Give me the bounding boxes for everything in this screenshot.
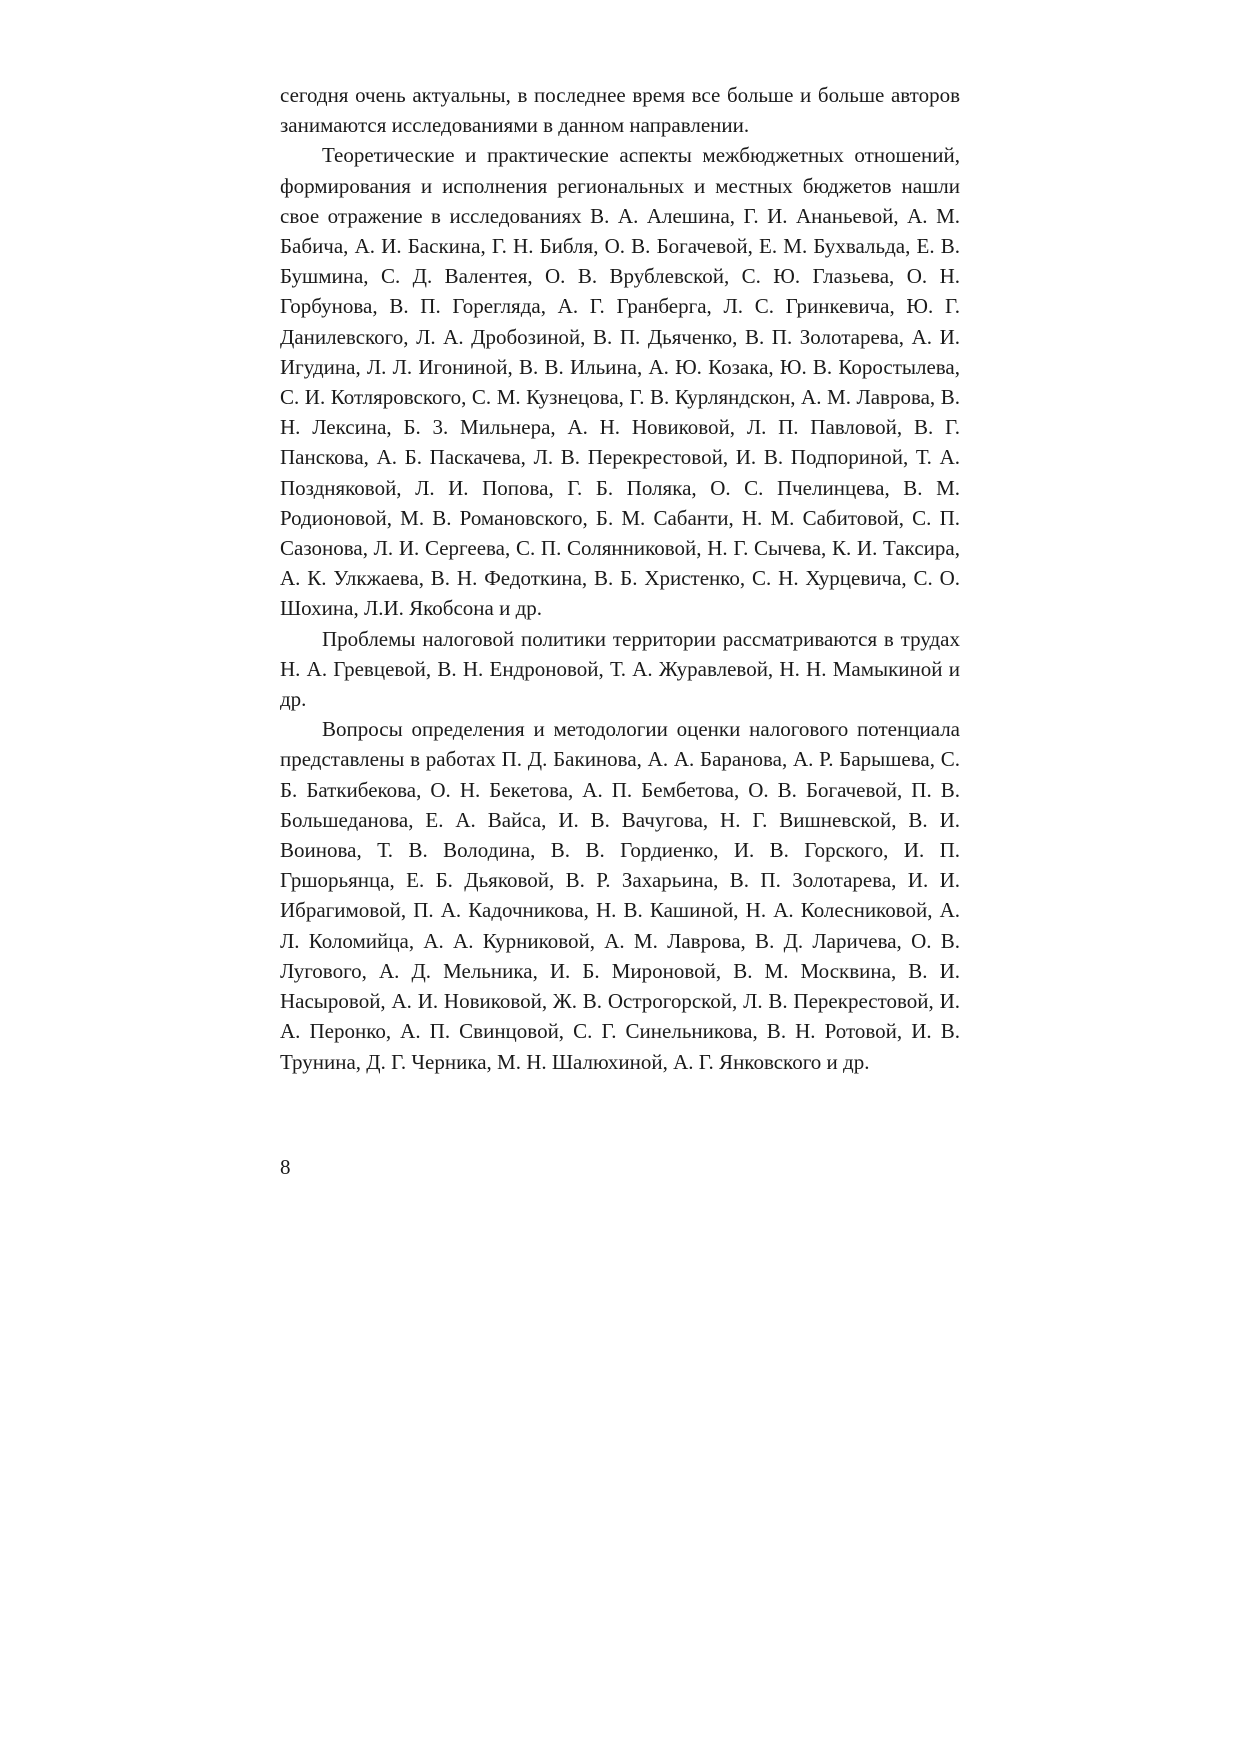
page-number: 8 bbox=[280, 1155, 291, 1179]
paragraph-continuation: сегодня очень актуальны, в последнее время все больше и больше авторов занимаются исследованиями в данном направлении. bbox=[280, 83, 960, 138]
paragraph-tax-potential: Вопросы определения и методологии оценки налогового потенциала представлены в работах П. Д. Бакинова, А. А. Баранова, А. Р. Барышева, С. Б. Баткибекова, О. Н. Бекетова, А. П. Бембетова, О. В. Богачевой, П. В. Большеданова, Е. А. Вайса, И. В. Вачугова, Н. Г. Вишневской, В. И. Воинова, Т. В. Володина, В. В. Гордиенко, И. В. Горского, И. П. Гршорьянца, Е. Б. Дьяковой, В. Р. Захарьина, В. П. Золотарева, И. И. Ибрагимовой, П. А. Кадочникова, Н. В. Кашиной, Н. А. Колесниковой, А. Л. Коломийца, А. А. Курниковой, А. М. Лаврова, В. Д. Ларичева, О. В. Лугового, А. Д. Мельника, И. Б. Мироновой, В. М. Москвина, В. И. Насыровой, А. И. Новиковой, Ж. В. Острогорской, Л. В. Перекрестовой, И. А. Перонко, А. П. Свинцовой, С. Г. Синельникова, В. Н. Ротовой, И. В. Трунина, Д. Г. Черника, М. Н. Шалюхиной, А. Г. Янковского и др. bbox=[280, 717, 960, 1074]
body-text bbox=[280, 80, 960, 1077]
paragraph-budget-relations: Теоретические и практические аспекты межбюджетных отношений, формирования и исполнения региональных и местных бюджетов нашли свое отражение в исследованиях В. А. Алешина, Г. И. Ананьевой, А. М. Бабича, А. И. Баскина, Г. Н. Библя, О. В. Богачевой, Е. М. Бухвальда, Е. В. Бушмина, С. Д. Валентея, О. В. Врублевской, С. Ю. Глазьева, О. Н. Горбунова, В. П. Горегляда, А. Г. Гранберга, Л. С. Гринкевича, Ю. Г. Данилевского, Л. А. Дробозиной, В. П. Дьяченко, В. П. Золотарева, А. И. Игудина, Л. Л. Игониной, В. В. Ильина, А. Ю. Козака, Ю. В. Коростылева, С. И. Котляровского, С. М. Кузнецова, Г. В. Курляндскон, А. М. Лаврова, В. Н. Лексина, Б. 3. Мильнера, А. Н. Новиковой, Л. П. Павловой, В. Г. Панскова, А. Б. Паскачева, Л. В. Перекрестовой, И. В. Подпориной, Т. А. Поздняковой, Л. И. Попова, Г. Б. Поляка, О. С. Пчелинцева, В. М. Родионовой, М. В. Романовского, Б. М. Сабанти, Н. М. Сабитовой, С. П. Сазонова, Л. И. Сергеева, С. П. Солянниковой, Н. Г. Сычева, К. И. Таксира, А. К. Улкжаева, В. Н. Федоткина, В. Б. Христенко, С. Н. Хурцевича, С. О. Шохина, Л.И. Якобсона и др. bbox=[280, 143, 960, 621]
paragraph-tax-policy: Проблемы налоговой политики территории рассматриваются в трудах Н. А. Гревцевой, В. Н. Ендроновой, Т. А. Журавлевой, Н. Н. Мамыкиной и др. bbox=[280, 626, 960, 712]
